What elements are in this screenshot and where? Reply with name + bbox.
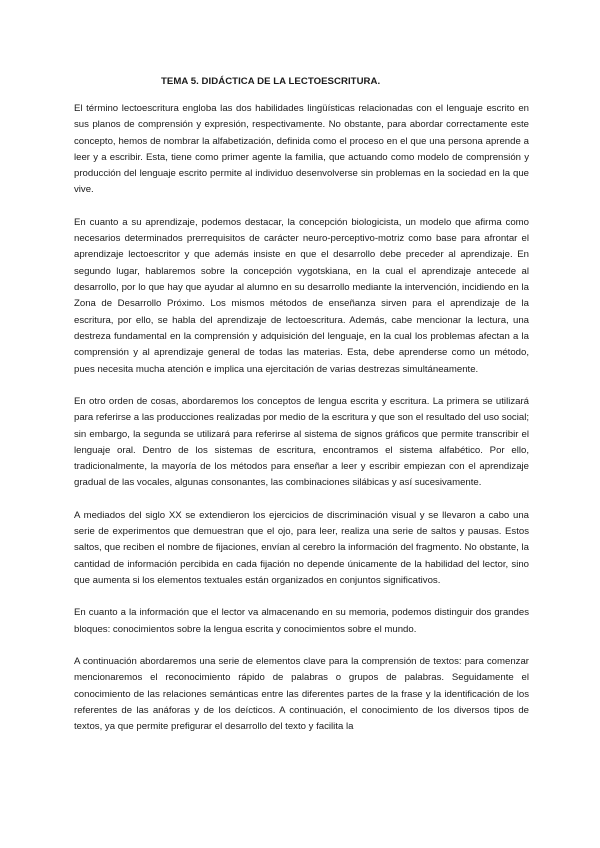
paragraph-comprehension-elements: A continuación abordaremos una serie de elementos clave para la comprensión de textos: para comenzar mencionaremos el reconocimiento rápido de palabras o grupos de palabras. Seguidamente el conocimiento de las relaciones semánticas entre las diferentes partes de la frase y la identificación de los referentes de las anáforas y de los deícticos. A continuación, el conocimiento de los diversos tipos de textos, ya que permite prefigurar el desarrollo del texto y facilita la: [74, 656, 529, 733]
paragraph-written-language: En otro orden de cosas, abordaremos los conceptos de lengua escrita y escritura. La primera se utilizará para referirse a las producciones realizadas por medio de la escritura y que son el resultado del uso social; sin embargo, la segunda se utilizará para referirse al sistema de signos gráficos que permite transcribir el lenguaje oral. Dentro de los sistemas de escritura, encontramos el sistema alfabético. Por ello, tradicionalmente, la mayoría de los métodos para enseñar a leer y escribir empiezan con el aprendizaje gradual de las vocales, algunas consonantes, las combinaciones silábicas y así sucesivamente.: [74, 395, 529, 489]
paragraph-learning-conceptions: En cuanto a su aprendizaje, podemos destacar, la concepción biologicista, un modelo que afirma como necesarios determinados prerrequisitos de carácter neuro-perceptivo-motriz como base para afrontar el aprendizaje lectoescritor y que además insiste en que el desarrollo debe preceder al aprendizaje. En segundo lugar, hablaremos sobre la concepción vygotskiana, en la cual el aprendizaje antecede al desarrollo, por lo que hay que ayudar al alumno en su desarrollo mediante la intervención, incidiendo en la Zona de Desarrollo Próximo. Los mismos métodos de enseñanza sirven para el aprendizaje de la escritura, por ello, se habla del aprendizaje de lectoescritura. Además, cabe mencionar la lectura, una destreza fundamental en la comprensión y adquisición del lenguaje, en la cual los problemas afectan a la comprensión y al aprendizaje general de todas las materias. Esta, debe aprenderse como un método, pues necesita mucha atención e implica una ejercitación de varias destrezas simultáneamente.: [74, 216, 529, 375]
document-body: [74, 101, 529, 752]
paragraph-reader-memory: En cuanto a la información que el lector va almacenando en su memoria, podemos distinguir dos grandes bloques: conocimientos sobre la lengua escrita y conocimientos sobre el mundo.: [74, 607, 529, 635]
paragraph-lectoescritura-definition: El término lectoescritura engloba las dos habilidades lingüísticas relacionadas con el lenguaje escrito en sus planos de comprensión y expresión, respectivamente. No obstante, para abordar correctamente este concepto, hemos de nombrar la alfabetización, definida como el proceso en el que una persona aprende a leer y a escribir. Esta, tiene como primer agente la familia, que actuando como modelo de comprensión y producción del lenguaje escrito permite al individuo desenvolverse sin problemas en la sociedad en la que vive.: [74, 103, 529, 196]
paragraph-visual-discrimination: A mediados del siglo XX se extendieron los ejercicios de discriminación visual y se llevaron a cabo una serie de experimentos que demuestran que el ojo, para leer, realiza una serie de saltos y pausas. Estos saltos, que reciben el nombre de fijaciones, envían al cerebro la información del fragmento. No obstante, la cantidad de información percibida en cada fijación no depende únicamente de la habilidad del lector, sino que aumenta si los elementos textuales están organizados en conjuntos significativos.: [74, 509, 529, 586]
document-title: TEMA 5. DIDÁCTICA DE LA LECTOESCRITURA.: [161, 76, 381, 87]
